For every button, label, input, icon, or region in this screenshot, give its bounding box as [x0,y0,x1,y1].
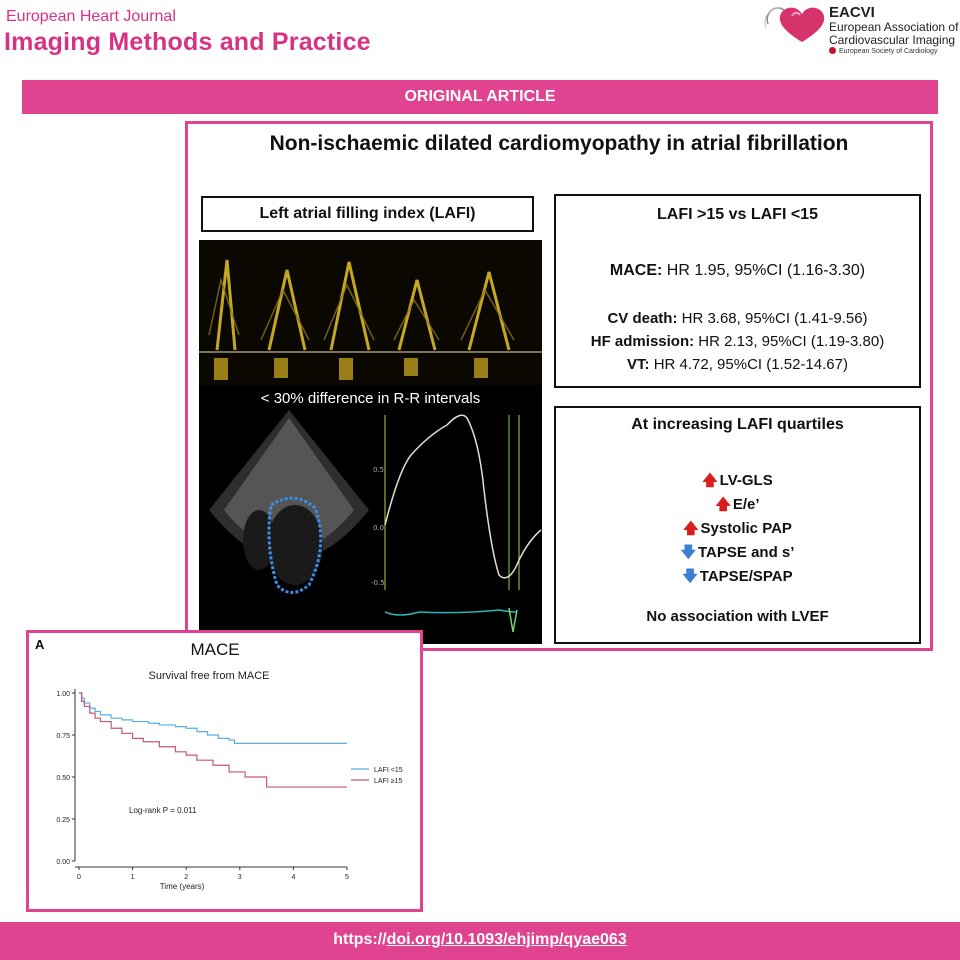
x-tick-label: 4 [291,874,296,881]
journal-title: Imaging Methods and Practice [4,28,371,56]
esc-dot-icon [829,47,836,54]
strain-curve [371,415,541,632]
km-curve [79,693,347,743]
arrow-down-icon: 🡇 [682,568,698,585]
doi-link[interactable]: doi.org/10.1093/ehjimp/qyae063 [386,931,627,948]
quartile-item [556,518,919,543]
cv-value: HR 3.68, 95%CI (1.41-9.56) [681,310,868,327]
x-tick-label: 0 [77,874,81,881]
quartile-item-label: TAPSE and s’ [698,544,795,561]
arrow-up-icon: 🡅 [702,472,718,489]
lvef-note: No association with LVEF [646,608,829,625]
hr-box-heading: LAFI >15 vs LAFI <15 [657,206,818,223]
echo-images [199,240,542,644]
article-type-banner: ORIGINAL ARTICLE [22,80,938,114]
esc-text: European Society of Cardiology [839,48,938,55]
strain-axis-label: 0.5 [373,466,385,474]
y-tick-label: 0.00 [56,859,70,866]
eacvi-line2: Cardiovascular Imaging [829,33,956,47]
hf-value: HR 2.13, 95%CI (1.19-3.80) [698,333,885,350]
heart-logo-icon [762,2,824,44]
legend-label: LAFI <15 [374,767,403,774]
km-plot-area [56,689,349,881]
y-tick-label: 0.50 [56,775,70,782]
mace-label: MACE: [609,262,663,279]
quartile-item [556,470,919,495]
vt-hr [556,356,919,373]
hf-label: HF admission: [590,333,695,350]
km-title: MACE [190,640,240,659]
arrow-up-icon: 🡅 [715,496,731,513]
quartile-item-label: E/e’ [732,496,760,513]
doi-footer [0,922,960,960]
quartile-item [556,542,919,567]
y-tick-label: 0.25 [56,817,70,824]
x-tick-label: 2 [184,874,189,881]
quartile-item-label: LV-GLS [719,472,773,489]
x-tick-label: 5 [345,874,349,881]
echo-doppler-svg [199,240,542,644]
eacvi-line1: European Association of [829,20,959,34]
x-tick-label: 1 [130,874,135,881]
km-xlabel: Time (years) [159,882,205,891]
quartile-item [556,566,919,591]
cv-death-hr [556,310,919,327]
km-pvalue: Log-rank P = 0.011 [129,806,197,815]
vt-value: HR 4.72, 95%CI (1.52-14.67) [653,356,848,373]
km-curve [79,693,347,787]
y-tick-label: 1.00 [56,691,70,698]
mace-value: HR 1.95, 95%CI (1.16-3.30) [666,262,866,279]
doi-prefix: https:// [333,931,387,948]
quartile-item-label: TAPSE/SPAP [699,568,793,585]
strain-axis-label: 0.0 [373,524,385,532]
lafi-label-box: Left atrial filling index (LAFI) [201,196,534,232]
legend-label: LAFI ≥15 [374,778,403,785]
km-chart [29,633,420,909]
hazard-ratio-box [554,194,921,388]
km-subtitle: Survival free from MACE [148,670,270,682]
vt-label: VT: [627,356,650,373]
panel-letter: A [35,637,45,652]
quartile-item-label: Systolic PAP [700,520,792,537]
x-tick-label: 3 [237,874,242,881]
esc-label [829,47,937,55]
rr-interval-label: < 30% difference in R-R intervals [260,390,481,407]
arrow-down-icon: 🡇 [680,544,696,561]
arrow-up-icon: 🡅 [683,520,699,537]
mace-hr [556,262,919,280]
graphical-abstract [185,121,933,651]
quartile-box-heading: At increasing LAFI quartiles [631,416,844,433]
strain-axis-label: -0.5 [371,579,385,587]
lafi-quartile-box [554,406,921,644]
journal-name: European Heart Journal [6,8,176,25]
quartile-item [556,494,919,519]
eacvi-logo-block [762,2,958,60]
y-tick-label: 0.75 [56,733,70,740]
hf-admission-hr [556,333,919,350]
km-panel [26,630,423,912]
abstract-title: Non-ischaemic dilated cardiomyopathy in atrial fibrillation [269,132,849,155]
cv-label: CV death: [607,310,678,327]
eacvi-abbr: EACVI [829,4,875,21]
